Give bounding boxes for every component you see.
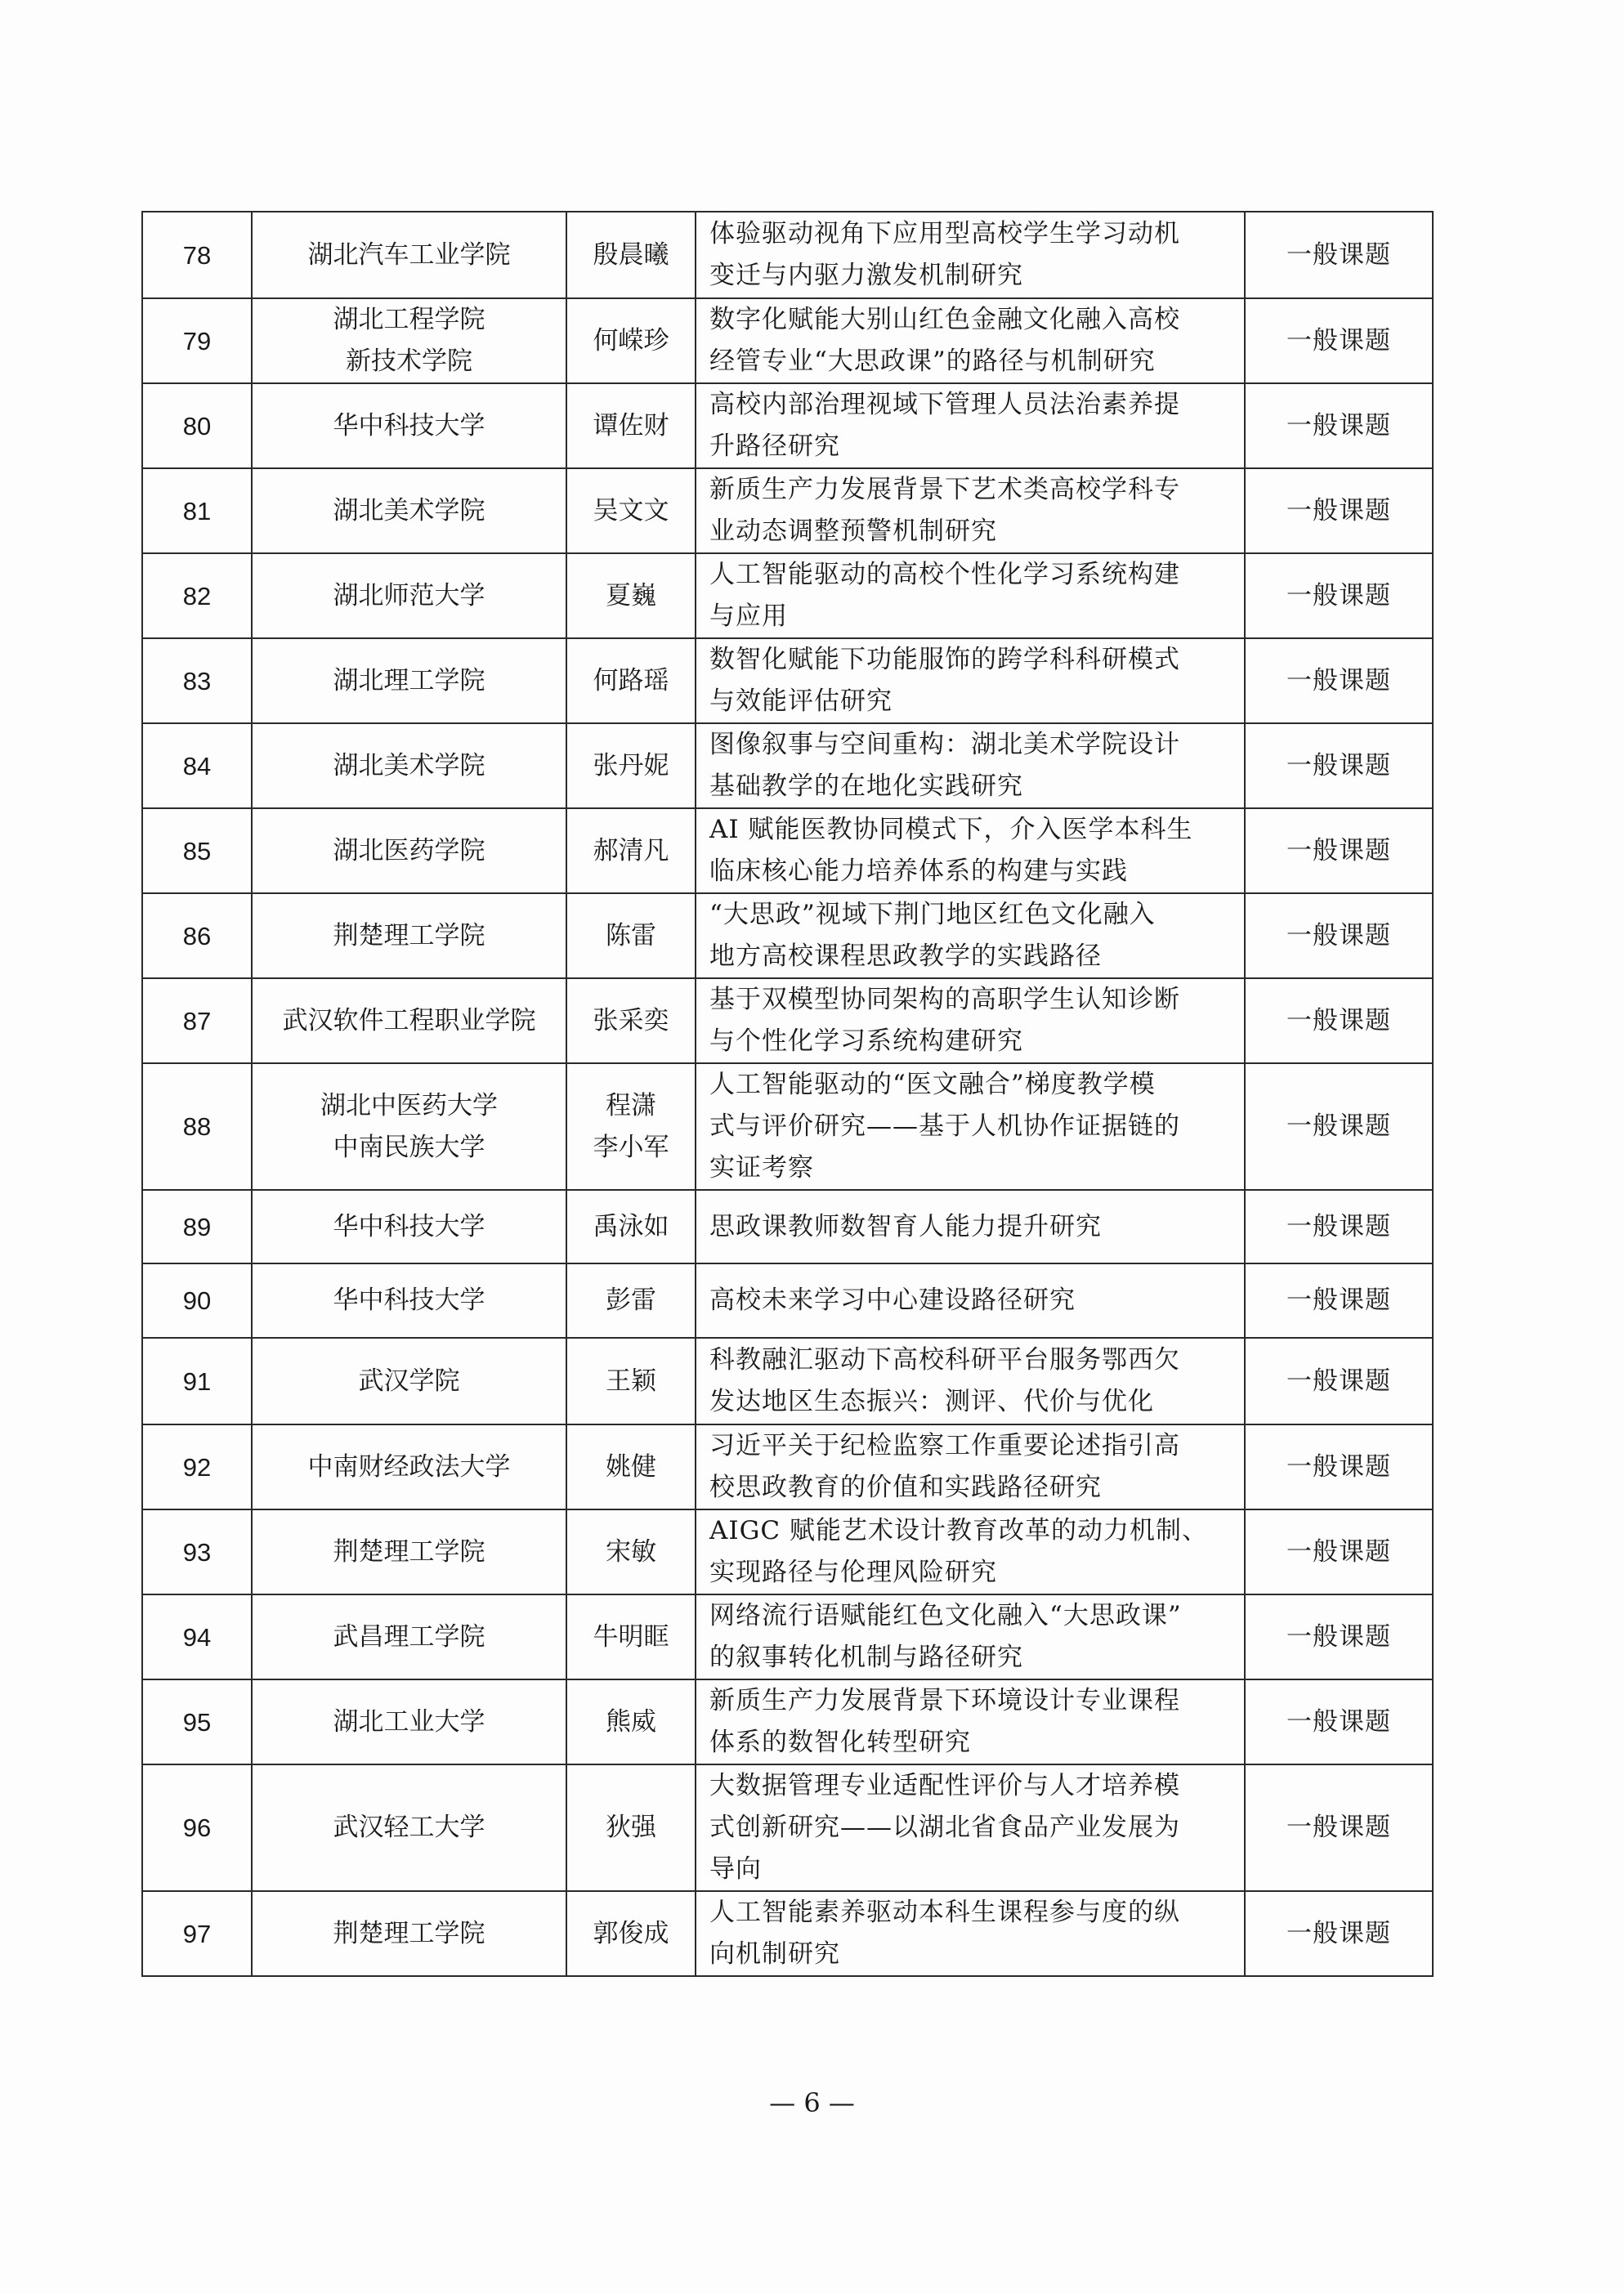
project-title-cell-line: 体系的数智化转型研究 <box>709 1728 971 1757</box>
lead-person-cell <box>566 1679 696 1764</box>
table-row <box>142 1190 1433 1263</box>
project-list-table <box>141 211 1434 1977</box>
lead-person-cell <box>566 1190 696 1263</box>
project-title-cell-line: 导向 <box>709 1854 762 1884</box>
lead-person-cell-line: 谭佐财 <box>593 410 669 440</box>
lead-person-cell-line: 宋敏 <box>606 1536 656 1567</box>
table-row <box>142 553 1433 638</box>
row-number: 82 <box>142 553 252 638</box>
institution-cell-line: 荆楚理工学院 <box>333 920 485 950</box>
project-title-cell-line: 大数据管理专业适配性评价与人才培养模 <box>709 1771 1180 1800</box>
row-number: 92 <box>142 1424 252 1509</box>
project-title-cell <box>696 1063 1245 1190</box>
project-title-cell-line: 基于双模型协同架构的高职学生认知诊断 <box>709 985 1180 1014</box>
project-title-cell <box>696 212 1245 298</box>
project-title-cell-line: 与效能评估研究 <box>709 686 893 716</box>
institution-cell-line: 湖北中医药大学 <box>320 1090 498 1120</box>
table-row <box>142 1263 1433 1338</box>
project-title-cell <box>696 1679 1245 1764</box>
lead-person-cell-line: 牛明眶 <box>593 1621 669 1652</box>
lead-person-cell-line: 禹泳如 <box>593 1211 669 1241</box>
project-title-cell <box>696 978 1245 1063</box>
lead-person-cell <box>566 638 696 723</box>
lead-person-cell <box>566 298 696 383</box>
institution-cell <box>252 553 566 638</box>
institution-cell-line: 武汉轻工大学 <box>333 1813 485 1842</box>
institution-cell <box>252 298 566 383</box>
project-title-cell-line: 高校内部治理视域下管理人员法治素养提 <box>709 390 1180 419</box>
project-title-cell-line: 实现路径与伦理风险研究 <box>709 1558 997 1587</box>
project-title-cell <box>696 893 1245 978</box>
project-title-cell-line: 高校未来学习中心建设路径研究 <box>709 1286 1076 1315</box>
lead-person-cell <box>566 212 696 298</box>
project-title-cell <box>696 298 1245 383</box>
lead-person-cell-line: 彭雷 <box>606 1286 656 1315</box>
project-title-cell-line: 经管专业“大思政课”的路径与机制研究 <box>709 347 1156 376</box>
table-row <box>142 1764 1433 1891</box>
table-row <box>142 978 1433 1063</box>
project-title-cell <box>696 1891 1245 1976</box>
project-type-cell: 一般课题 <box>1245 553 1433 638</box>
institution-cell <box>252 468 566 553</box>
institution-cell-line: 华中科技大学 <box>333 410 485 440</box>
project-type-cell: 一般课题 <box>1245 1679 1433 1764</box>
lead-person-cell <box>566 1594 696 1679</box>
project-title-cell <box>696 1764 1245 1891</box>
table-row <box>142 1891 1433 1976</box>
table-row <box>142 638 1433 723</box>
project-title-cell-line: 习近平关于纪检监察工作重要论述指引高 <box>709 1431 1180 1460</box>
project-title-cell-line: 网络流行语赋能红色文化融入“大思政课” <box>709 1601 1182 1630</box>
project-title-cell-line: 地方高校课程思政教学的实践路径 <box>709 941 1102 971</box>
project-title-cell-line: 新质生产力发展背景下艺术类高校学科专 <box>709 475 1180 504</box>
row-number: 78 <box>142 212 252 298</box>
row-number: 91 <box>142 1338 252 1424</box>
project-title-cell-line: 与个性化学习系统构建研究 <box>709 1026 1023 1056</box>
project-title-cell-line: 思政课教师数智育人能力提升研究 <box>709 1211 1102 1241</box>
row-number: 89 <box>142 1190 252 1263</box>
institution-cell <box>252 212 566 298</box>
table-row <box>142 808 1433 893</box>
table-row <box>142 298 1433 383</box>
institution-cell-line: 荆楚理工学院 <box>333 1918 485 1948</box>
institution-cell-line: 湖北理工学院 <box>333 665 485 695</box>
project-title-cell-line: 图像叙事与空间重构：湖北美术学院设计 <box>709 730 1180 759</box>
project-title-cell-line: 新质生产力发展背景下环境设计专业课程 <box>709 1686 1180 1715</box>
lead-person-cell-line: 李小军 <box>593 1132 669 1162</box>
lead-person-cell-line: 郭俊成 <box>593 1918 669 1948</box>
lead-person-cell <box>566 978 696 1063</box>
lead-person-cell <box>566 383 696 468</box>
project-type-cell: 一般课题 <box>1245 1190 1433 1263</box>
lead-person-cell <box>566 1764 696 1891</box>
project-title-cell-line: 科教融汇驱动下高校科研平台服务鄂西欠 <box>709 1345 1180 1375</box>
table-row <box>142 212 1433 298</box>
row-number: 79 <box>142 298 252 383</box>
lead-person-cell-line: 殷晨曦 <box>593 239 669 270</box>
row-number: 90 <box>142 1263 252 1338</box>
project-type-cell: 一般课题 <box>1245 1063 1433 1190</box>
institution-cell-line: 武汉软件工程职业学院 <box>282 1005 536 1035</box>
row-number: 93 <box>142 1509 252 1594</box>
project-title-cell <box>696 1509 1245 1594</box>
institution-cell-line: 湖北工业大学 <box>333 1706 485 1737</box>
table-row <box>142 893 1433 978</box>
row-number: 94 <box>142 1594 252 1679</box>
project-title-cell-line: 变迁与内驱力激发机制研究 <box>709 261 1023 290</box>
table-body <box>142 212 1433 1976</box>
lead-person-cell-line: 狄强 <box>606 1813 656 1842</box>
institution-cell-line: 湖北工程学院 <box>333 305 485 334</box>
project-type-cell: 一般课题 <box>1245 468 1433 553</box>
row-number: 96 <box>142 1764 252 1891</box>
project-title-cell <box>696 1424 1245 1509</box>
project-type-cell: 一般课题 <box>1245 638 1433 723</box>
project-title-cell-line: 数字化赋能大别山红色金融文化融入高校 <box>709 305 1180 334</box>
project-type-cell: 一般课题 <box>1245 723 1433 808</box>
project-type-cell: 一般课题 <box>1245 1424 1433 1509</box>
institution-cell-line: 华中科技大学 <box>333 1286 485 1315</box>
lead-person-cell <box>566 553 696 638</box>
project-title-cell <box>696 383 1245 468</box>
row-number: 84 <box>142 723 252 808</box>
institution-cell-line: 湖北师范大学 <box>333 580 485 610</box>
institution-cell <box>252 383 566 468</box>
project-title-cell-line: 与应用 <box>709 601 788 631</box>
project-title-cell-line: 式创新研究——以湖北省食品产业发展为 <box>709 1813 1180 1842</box>
row-number: 85 <box>142 808 252 893</box>
project-title-cell <box>696 808 1245 893</box>
lead-person-cell <box>566 1338 696 1424</box>
table-row <box>142 1594 1433 1679</box>
lead-person-cell-line: 张丹妮 <box>593 750 669 780</box>
institution-cell <box>252 1679 566 1764</box>
row-number: 86 <box>142 893 252 978</box>
project-title-cell-line: 基础教学的在地化实践研究 <box>709 771 1023 801</box>
institution-cell <box>252 1764 566 1891</box>
table-row <box>142 1424 1433 1509</box>
row-number: 83 <box>142 638 252 723</box>
institution-cell-line: 华中科技大学 <box>333 1211 485 1241</box>
lead-person-cell-line: 张采奕 <box>593 1005 669 1035</box>
lead-person-cell <box>566 893 696 978</box>
institution-cell <box>252 978 566 1063</box>
institution-cell <box>252 1594 566 1679</box>
table-row <box>142 383 1433 468</box>
project-title-cell-line: 人工智能驱动的高校个性化学习系统构建 <box>709 560 1180 589</box>
project-type-cell: 一般课题 <box>1245 1764 1433 1891</box>
project-type-cell: 一般课题 <box>1245 383 1433 468</box>
project-title-cell-line: 业动态调整预警机制研究 <box>709 516 997 546</box>
lead-person-cell <box>566 1509 696 1594</box>
lead-person-cell-line: 吴文文 <box>593 495 669 525</box>
row-number: 95 <box>142 1679 252 1764</box>
project-title-cell-line: 实证考察 <box>709 1153 814 1183</box>
row-number: 81 <box>142 468 252 553</box>
page-number: — 6 — <box>769 2087 855 2118</box>
project-title-cell-line: 式与评价研究——基于人机协作证据链的 <box>709 1111 1180 1141</box>
institution-cell-line: 武汉学院 <box>358 1366 460 1396</box>
lead-person-cell <box>566 1063 696 1190</box>
project-title-cell <box>696 468 1245 553</box>
institution-cell-line: 湖北医药学院 <box>333 835 485 865</box>
project-title-cell-line: AI 赋能医教协同模式下，介入医学本科生 <box>709 815 1193 844</box>
table-row <box>142 723 1433 808</box>
lead-person-cell-line: 夏巍 <box>606 580 656 610</box>
project-title-cell-line: 校思政教育的价值和实践路径研究 <box>709 1473 1102 1502</box>
project-type-cell: 一般课题 <box>1245 893 1433 978</box>
project-title-cell-line: 数智化赋能下功能服饰的跨学科科研模式 <box>709 645 1180 674</box>
lead-person-cell-line: 熊威 <box>606 1706 656 1737</box>
lead-person-cell-line: 何嵘珍 <box>593 325 669 356</box>
project-type-cell: 一般课题 <box>1245 1509 1433 1594</box>
institution-cell <box>252 893 566 978</box>
project-title-cell-line: 人工智能素养驱动本科生课程参与度的纵 <box>709 1898 1180 1927</box>
institution-cell <box>252 1509 566 1594</box>
project-title-cell <box>696 723 1245 808</box>
institution-cell <box>252 1263 566 1338</box>
project-type-cell: 一般课题 <box>1245 212 1433 298</box>
project-type-cell: 一般课题 <box>1245 808 1433 893</box>
institution-cell-line: 武昌理工学院 <box>333 1621 485 1652</box>
table-row <box>142 1338 1433 1424</box>
project-title-cell-line: 发达地区生态振兴：测评、代价与优化 <box>709 1387 1154 1416</box>
lead-person-cell-line: 陈雷 <box>606 920 656 950</box>
lead-person-cell-line: 程潇 <box>606 1090 656 1120</box>
lead-person-cell-line: 郝清凡 <box>593 835 669 865</box>
lead-person-cell-line: 姚健 <box>606 1451 656 1482</box>
row-number: 97 <box>142 1891 252 1976</box>
project-type-cell: 一般课题 <box>1245 1594 1433 1679</box>
project-type-cell: 一般课题 <box>1245 978 1433 1063</box>
institution-cell <box>252 1424 566 1509</box>
project-title-cell-line: 向机制研究 <box>709 1939 840 1969</box>
institution-cell-line: 湖北汽车工业学院 <box>307 239 511 270</box>
institution-cell-line: 中南民族大学 <box>333 1132 485 1162</box>
institution-cell-line: 中南财经政法大学 <box>307 1451 511 1482</box>
lead-person-cell-line: 王颖 <box>606 1366 656 1396</box>
lead-person-cell <box>566 1891 696 1976</box>
lead-person-cell <box>566 468 696 553</box>
institution-cell <box>252 1891 566 1976</box>
project-title-cell <box>696 1338 1245 1424</box>
project-type-cell: 一般课题 <box>1245 1263 1433 1338</box>
institution-cell <box>252 638 566 723</box>
lead-person-cell <box>566 808 696 893</box>
lead-person-cell <box>566 1424 696 1509</box>
project-type-cell: 一般课题 <box>1245 298 1433 383</box>
row-number: 87 <box>142 978 252 1063</box>
project-title-cell <box>696 553 1245 638</box>
table-row <box>142 1679 1433 1764</box>
institution-cell-line: 新技术学院 <box>346 347 472 376</box>
row-number: 88 <box>142 1063 252 1190</box>
institution-cell <box>252 723 566 808</box>
lead-person-cell <box>566 723 696 808</box>
project-title-cell <box>696 638 1245 723</box>
project-title-cell <box>696 1190 1245 1263</box>
institution-cell-line: 湖北美术学院 <box>333 750 485 780</box>
row-number: 80 <box>142 383 252 468</box>
table-row <box>142 468 1433 553</box>
project-title-cell-line: AIGC 赋能艺术设计教育改革的动力机制、 <box>709 1516 1208 1545</box>
lead-person-cell-line: 何路瑶 <box>593 665 669 695</box>
project-title-cell <box>696 1594 1245 1679</box>
project-type-cell: 一般课题 <box>1245 1891 1433 1976</box>
project-title-cell-line: 人工智能驱动的“医文融合”梯度教学模 <box>709 1070 1156 1099</box>
institution-cell <box>252 1190 566 1263</box>
project-title-cell-line: 升路径研究 <box>709 432 840 461</box>
institution-cell <box>252 1063 566 1190</box>
project-title-cell-line: “大思政”视域下荆门地区红色文化融入 <box>709 900 1156 929</box>
institution-cell-line: 湖北美术学院 <box>333 495 485 525</box>
project-title-cell-line: 体验驱动视角下应用型高校学生学习动机 <box>709 219 1180 248</box>
project-title-cell-line: 临床核心能力培养体系的构建与实践 <box>709 856 1128 886</box>
institution-cell <box>252 1338 566 1424</box>
table-row <box>142 1063 1433 1190</box>
lead-person-cell <box>566 1263 696 1338</box>
table-row <box>142 1509 1433 1594</box>
institution-cell <box>252 808 566 893</box>
project-type-cell: 一般课题 <box>1245 1338 1433 1424</box>
project-title-cell-line: 的叙事转化机制与路径研究 <box>709 1643 1023 1672</box>
project-title-cell <box>696 1263 1245 1338</box>
institution-cell-line: 荆楚理工学院 <box>333 1536 485 1567</box>
